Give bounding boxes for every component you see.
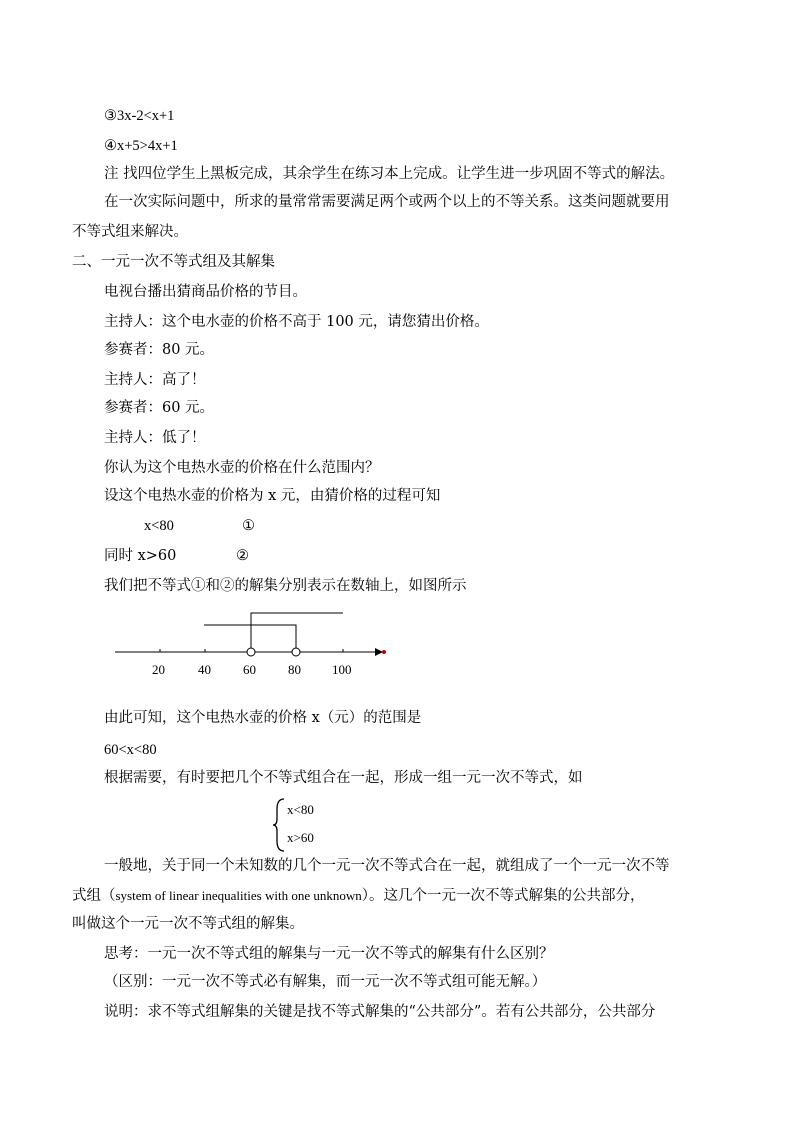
conclusion-line: 由此可知，这个电热水壶的价格 x（元）的范围是 xyxy=(104,710,422,726)
intro-paragraph-line2: 不等式组来解决。 xyxy=(72,224,188,240)
open-endpoint-60 xyxy=(247,648,255,656)
intro-paragraph-line1: 在一次实际问题中，所求的量常常需要满足两个或两个以上的不等关系。这类问题就要用 xyxy=(104,194,670,210)
system-inequality-1: x<80 xyxy=(287,802,314,817)
tick-label-100: 100 xyxy=(332,662,352,677)
host-line-3: 主持人：低了！ xyxy=(104,430,206,446)
think-line: 思考：一元一次不等式组的解集与一元一次不等式的解集有什么区别？ xyxy=(104,946,554,962)
number-line-intro: 我们把不等式①和②的解集分别表示在数轴上，如图所示 xyxy=(104,578,467,594)
question-line: 你认为这个电热水壶的价格在什么范围内？ xyxy=(104,460,380,476)
section-heading: 二、一元一次不等式组及其解集 xyxy=(72,254,275,270)
teacher-note: 注 找四位学生上黑板完成，其余学生在练习本上完成。让学生进一步巩固不等式的解法。 xyxy=(104,166,675,182)
condition-2-mark: ② xyxy=(236,548,249,564)
host-line-2: 主持人：高了！ xyxy=(104,372,206,388)
condition-1-mark: ① xyxy=(242,518,255,534)
definition-line2 xyxy=(72,886,644,906)
definition-paren-close: ）。这几个一元一次不等式解集的公共部分， xyxy=(361,888,645,904)
tick-label-60: 60 xyxy=(243,662,256,677)
inequality-3: ③3x-2<x+1 xyxy=(104,108,175,124)
contestant-line-2: 参赛者：60 元。 xyxy=(104,400,215,416)
explain-line: 说明：求不等式组解集的关键是找不等式解集的“公共部分”。若有公共部分，公共部分 xyxy=(104,1004,656,1020)
tick-label-80: 80 xyxy=(288,662,301,677)
number-line-figure xyxy=(110,605,410,685)
open-endpoint-80 xyxy=(292,648,300,656)
difference-line: （区别：一元一次不等式必有解集，而一元一次不等式组可能无解。） xyxy=(104,974,547,990)
condition-2-expr: 同时 x>60 xyxy=(104,548,177,564)
solution-bracket-gt60 xyxy=(251,613,343,650)
let-price-line: 设这个电热水壶的价格为 x 元，由猜价格的过程可知 xyxy=(104,488,441,504)
inequality-4: ④x+5>4x+1 xyxy=(104,138,178,154)
range-result: 60<x<80 xyxy=(104,742,157,758)
tick-label-40: 40 xyxy=(198,662,211,677)
tick-label-20: 20 xyxy=(152,662,165,677)
system-inequality-2: x>60 xyxy=(287,830,314,845)
solution-bracket-lt80 xyxy=(204,625,296,650)
definition-paren-open: 式组（ xyxy=(72,888,116,904)
condition-1-expr: x<80 xyxy=(144,518,174,534)
axis-arrowhead xyxy=(375,648,383,656)
definition-line1: 一般地，关于同一个未知数的几个一元一次不等式合在一起，就组成了一个一元一次不等 xyxy=(104,858,670,874)
contestant-line-1: 参赛者：80 元。 xyxy=(104,342,215,358)
system-brace xyxy=(272,797,286,853)
definition-line3: 叫做这个一元一次不等式组的解集。 xyxy=(72,916,304,932)
tv-show-line: 电视台播出猜商品价格的节目。 xyxy=(104,284,307,300)
combine-line: 根据需要，有时要把几个不等式组合在一起，形成一组一元一次不等式，如 xyxy=(104,770,583,786)
axis-end-dot xyxy=(382,650,386,654)
english-term: system of linear inequalities with one unknown xyxy=(115,888,362,903)
host-line-1: 主持人：这个电水壶的价格不高于 100 元，请您猜出价格。 xyxy=(104,314,489,330)
